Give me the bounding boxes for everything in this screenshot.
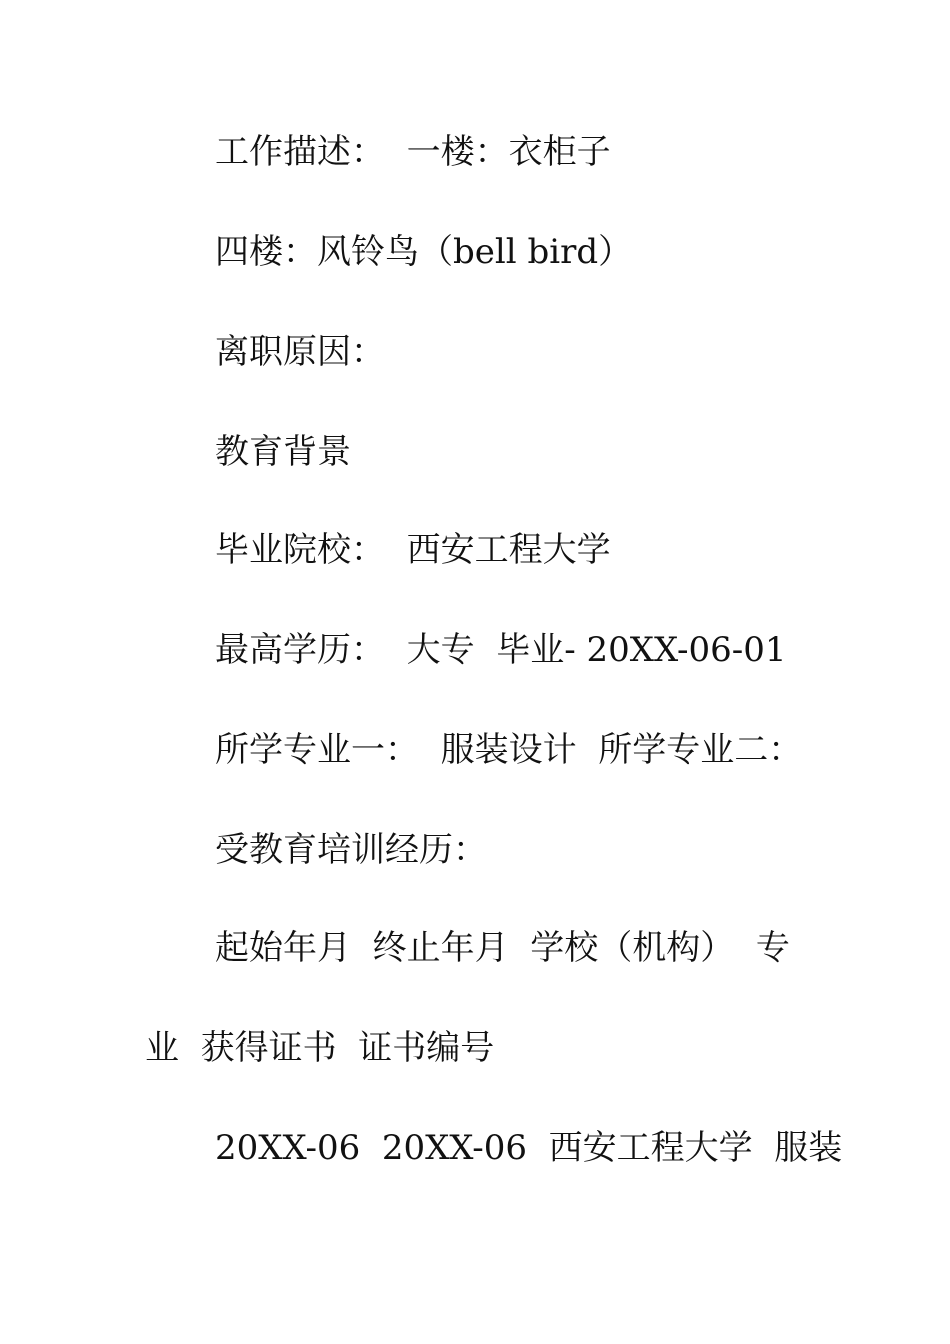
fourth-floor-line: 四楼：风铃鸟（bell bird） [215, 232, 633, 272]
education-heading: 教育背景 [215, 432, 351, 472]
work-description-line: 工作描述： 一楼：衣柜子 [215, 132, 611, 172]
highest-degree-line: 最高学历： 大专 毕业- 20XX-06-01 [215, 630, 787, 670]
table-header-line-2: 业 获得证书 证书编号 [145, 1028, 495, 1068]
education-record-line: 20XX-06 20XX-06 西安工程大学 服装 [215, 1128, 843, 1168]
leaving-reason-line: 离职原因： [215, 332, 385, 372]
training-history-line: 受教育培训经历： [215, 830, 487, 870]
table-header-line-1: 起始年月 终止年月 学校（机构） 专 [215, 928, 790, 968]
graduate-school-line: 毕业院校： 西安工程大学 [215, 530, 611, 570]
major-line: 所学专业一： 服装设计 所学专业二： [215, 730, 803, 770]
